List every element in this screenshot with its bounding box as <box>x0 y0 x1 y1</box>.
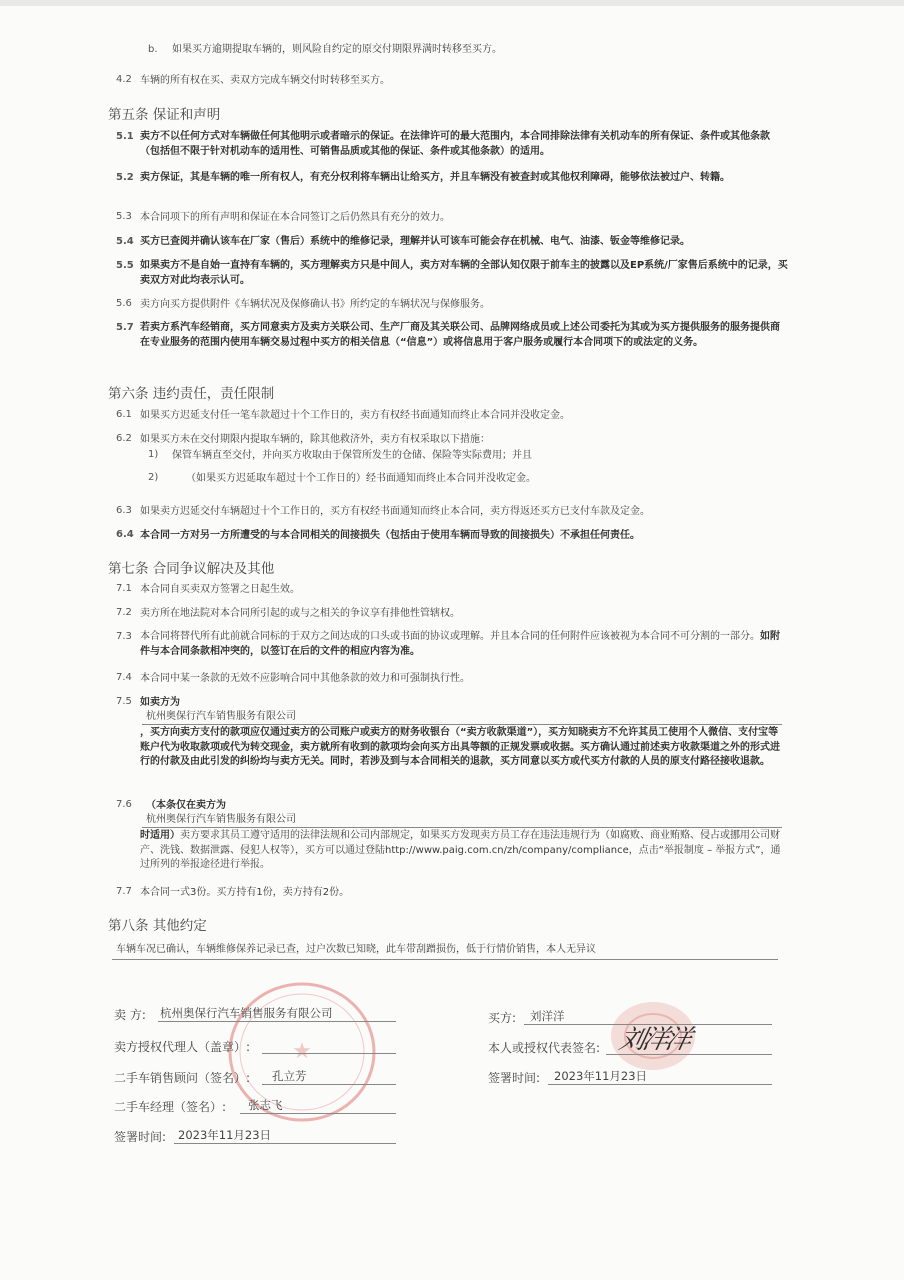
buyer-rep-field <box>606 1025 772 1055</box>
seller-date-field <box>174 1126 396 1144</box>
clause-number: 5.1 <box>116 131 134 142</box>
clause-number: 7.7 <box>116 886 132 897</box>
company-field <box>142 813 782 828</box>
seller-date: 2023年11月23日 <box>178 1128 272 1142</box>
clause-text: ，买方向卖方支付的款项应仅通过卖方的公司账户或卖方的财务收银台（“卖方收款渠道”），买方知晓卖方不允许其员工使用个人微信、支付宝等账户代为收取款项或代为转交现金，卖方就所有收到的款项均会向买方出具等额的正规发票或收据。买方确认通过前述卖方收款渠道之外的形式进行的付款及由此引发的纠纷均与卖方无关。同时，若涉及到与本合同相关的退款，买方同意以买方或代买方付款的人员的原支付路径接收退款。 <box>140 727 780 767</box>
company-field <box>142 710 782 725</box>
buyer-label: 买方: <box>488 1011 517 1025</box>
sub-item-number: 1) <box>148 449 159 460</box>
clause-text: 本合同中某一条款的无效不应影响合同中其他条款的效力和可强制执行性。 <box>140 673 470 684</box>
clause-text: 如果卖方不是自始一直持有车辆的，买方理解卖方只是中间人，卖方对车辆的全部认知仅限于前车主的披露以及EP系统/厂家售后系统中的记录，买卖双方对此均表示认可。 <box>140 260 788 286</box>
advisor-label: 二手车销售顾问（签名）: <box>114 1071 251 1085</box>
clause-number: 7.5 <box>116 696 132 707</box>
buyer-date-label: 签署时间: <box>488 1071 541 1085</box>
clause-text: 卖方保证，其是车辆的唯一所有权人，有充分权利将车辆出让给买方，并且车辆没有被查封或其他权利障碍，能够依法被过户、转籍。 <box>140 172 730 183</box>
seller-label: 卖 方: <box>114 1008 146 1022</box>
clause-text-b: 如附件与本合同条款相冲突的，以签订在后的文件的相应内容为准。 <box>140 631 780 657</box>
manager-label: 二手车经理（签名）: <box>114 1100 227 1114</box>
clause-number: 7.4 <box>116 672 132 683</box>
clause-number: 6.2 <box>116 433 132 444</box>
clause-text <box>140 829 788 873</box>
clause-number: 6.1 <box>116 409 132 420</box>
buyer-rep-label: 本人或授权代表签名: <box>488 1041 601 1055</box>
seller-field <box>158 1004 396 1022</box>
clause-number: 6.4 <box>116 529 134 540</box>
clause-lead: （本条仅在卖方为 <box>146 800 226 811</box>
clause-number: 4.2 <box>116 74 132 85</box>
clause-text: 如果买方逾期提取车辆的，则风险自约定的原交付期限界满时转移至买方。 <box>172 44 502 55</box>
seller-name: 杭州奥保行汽车销售服务有限公司 <box>160 1006 333 1020</box>
manager-name: 张志飞 <box>248 1098 283 1112</box>
clause-number: 7.6 <box>116 799 132 810</box>
clause-number: 7.1 <box>116 583 132 594</box>
company-name: 杭州奥保行汽车销售服务有限公司 <box>146 711 296 722</box>
clause-text-a: 本合同将替代所有此前就合同标的于双方之间达成的口头或书面的协议或理解。并且本合同的任何附件应该被视为本合同不可分割的一部分。 <box>140 631 760 642</box>
clause-number: 7.2 <box>116 607 132 618</box>
other-terms-field <box>112 942 778 960</box>
seller-agent-field <box>262 1036 396 1054</box>
clause-text: 如果买方未在交付期限内提取车辆的，除其他救济外，卖方有权采取以下措施： <box>140 434 490 445</box>
clause-text: 本合同项下的所有声明和保证在本合同签订之后仍然具有充分的效力。 <box>140 212 450 223</box>
seller-date-label: 签署时间: <box>114 1130 167 1144</box>
clause-text: 买方已查阅并确认该车在厂家（售后）系统中的维修记录，理解并认可该车可能会存在机械、电气、油漆、钣金等维修记录。 <box>140 236 690 247</box>
clause-tail: 时适用） <box>140 830 180 841</box>
clause-text: 卖方不以任何方式对车辆做任何其他明示或者暗示的保证。在法律许可的最大范围内，本合同排除法律有关机动车的所有保证、条件或其他条款（包括但不限于针对机动车的适用性、可销售品质或其他的保证、条件或其他条款）的适用。 <box>140 131 770 157</box>
clause-number: 7.3 <box>116 631 132 642</box>
sub-item-text: 保管车辆直至交付，并向买方收取由于保管所发生的仓储、保险等实际费用；并且 <box>172 450 532 461</box>
buyer-date: 2023年11月23日 <box>554 1069 648 1083</box>
clause-number: 5.3 <box>116 211 132 222</box>
buyer-name: 刘洋洋 <box>530 1009 565 1023</box>
article-heading: 第五条 保证和声明 <box>108 107 221 123</box>
clause-number: 5.2 <box>116 172 134 183</box>
clause-number: 5.6 <box>116 298 132 309</box>
sub-item-number: 2) <box>148 472 159 483</box>
clause-body: 卖方要求其员工遵守适用的法律法规和公司内部规定，如果买方发现卖方员工存在违法违规行为（如腐败、商业贿赂、侵占或挪用公司财产、洗钱、数据泄露、侵犯人权等），买方可以通过登陆http://www.paig.com.cn/zh/company/compliance，点击“举报制度 – 举报方式”，通过所列的举报途径进行举报。 <box>140 830 781 870</box>
clause-text: 如果买方迟延支付任一笔车款超过十个工作日的，卖方有权经书面通知而终止本合同并没收定金。 <box>140 410 570 421</box>
clause-number: 5.5 <box>116 260 134 271</box>
buyer-handwritten-signature: 刘洋洋 <box>616 1025 692 1055</box>
manager-field <box>240 1096 396 1114</box>
sub-item-text: （如果买方迟延取车超过十个工作日的）经书面通知而终止本合同并没收定金。 <box>186 473 536 484</box>
advisor-field <box>262 1067 396 1085</box>
svg-text:★: ★ <box>292 1039 312 1064</box>
clause-text: 车辆的所有权在买、卖双方完成车辆交付时转移至买方。 <box>140 75 390 86</box>
clause-text: 本合同一式3份。买方持有1份，卖方持有2份。 <box>140 887 350 898</box>
clause-text: 卖方向买方提供附件《车辆状况及保修确认书》所约定的车辆状况与保修服务。 <box>140 299 490 310</box>
clause-text <box>140 630 788 659</box>
buyer-date-field <box>548 1067 772 1085</box>
other-terms-text: 车辆车况已确认，车辆维修保养记录已查，过户次数已知晓，此车带刮蹭损伤，低于行情价销售，本人无异议 <box>116 944 596 955</box>
company-name: 杭州奥保行汽车销售服务有限公司 <box>146 814 296 825</box>
advisor-name: 孔立芳 <box>272 1069 307 1083</box>
clause-text: 若卖方系汽车经销商，买方同意卖方及卖方关联公司、生产厂商及其关联公司、品牌网络成员或上述公司委托为其或为买方提供服务的服务提供商在专业服务的范围内使用车辆交易过程中买方的相关信息（“信息”）或将信息用于客户服务或履行本合同项下的或法定的义务。 <box>140 322 780 348</box>
clause-label: b. <box>148 44 158 55</box>
article-heading: 第八条 其他约定 <box>108 918 207 934</box>
clause-text: 卖方所在地法院对本合同所引起的或与之相关的争议享有排他性管辖权。 <box>140 608 460 619</box>
clause-number: 5.7 <box>116 322 134 333</box>
clause-number: 5.4 <box>116 236 134 247</box>
clause-text: 本合同自买卖双方签署之日起生效。 <box>140 584 300 595</box>
clause-text: 如果卖方迟延交付车辆超过十个工作日的，买方有权经书面通知而终止本合同，卖方得返还买方已支付车款及定金。 <box>140 506 650 517</box>
clause-text: 本合同一方对另一方所遭受的与本合同相关的间接损失（包括由于使用车辆而导致的间接损失）不承担任何责任。 <box>140 530 640 541</box>
article-heading: 第七条 合同争议解决及其他 <box>108 561 275 577</box>
seller-agent-label: 卖方授权代理人（盖章）: <box>114 1040 251 1054</box>
clause-number: 6.3 <box>116 505 132 516</box>
clause-lead: 如卖方为 <box>140 697 180 708</box>
scan-edge <box>0 0 904 6</box>
article-heading: 第六条 违约责任，责任限制 <box>108 386 275 402</box>
